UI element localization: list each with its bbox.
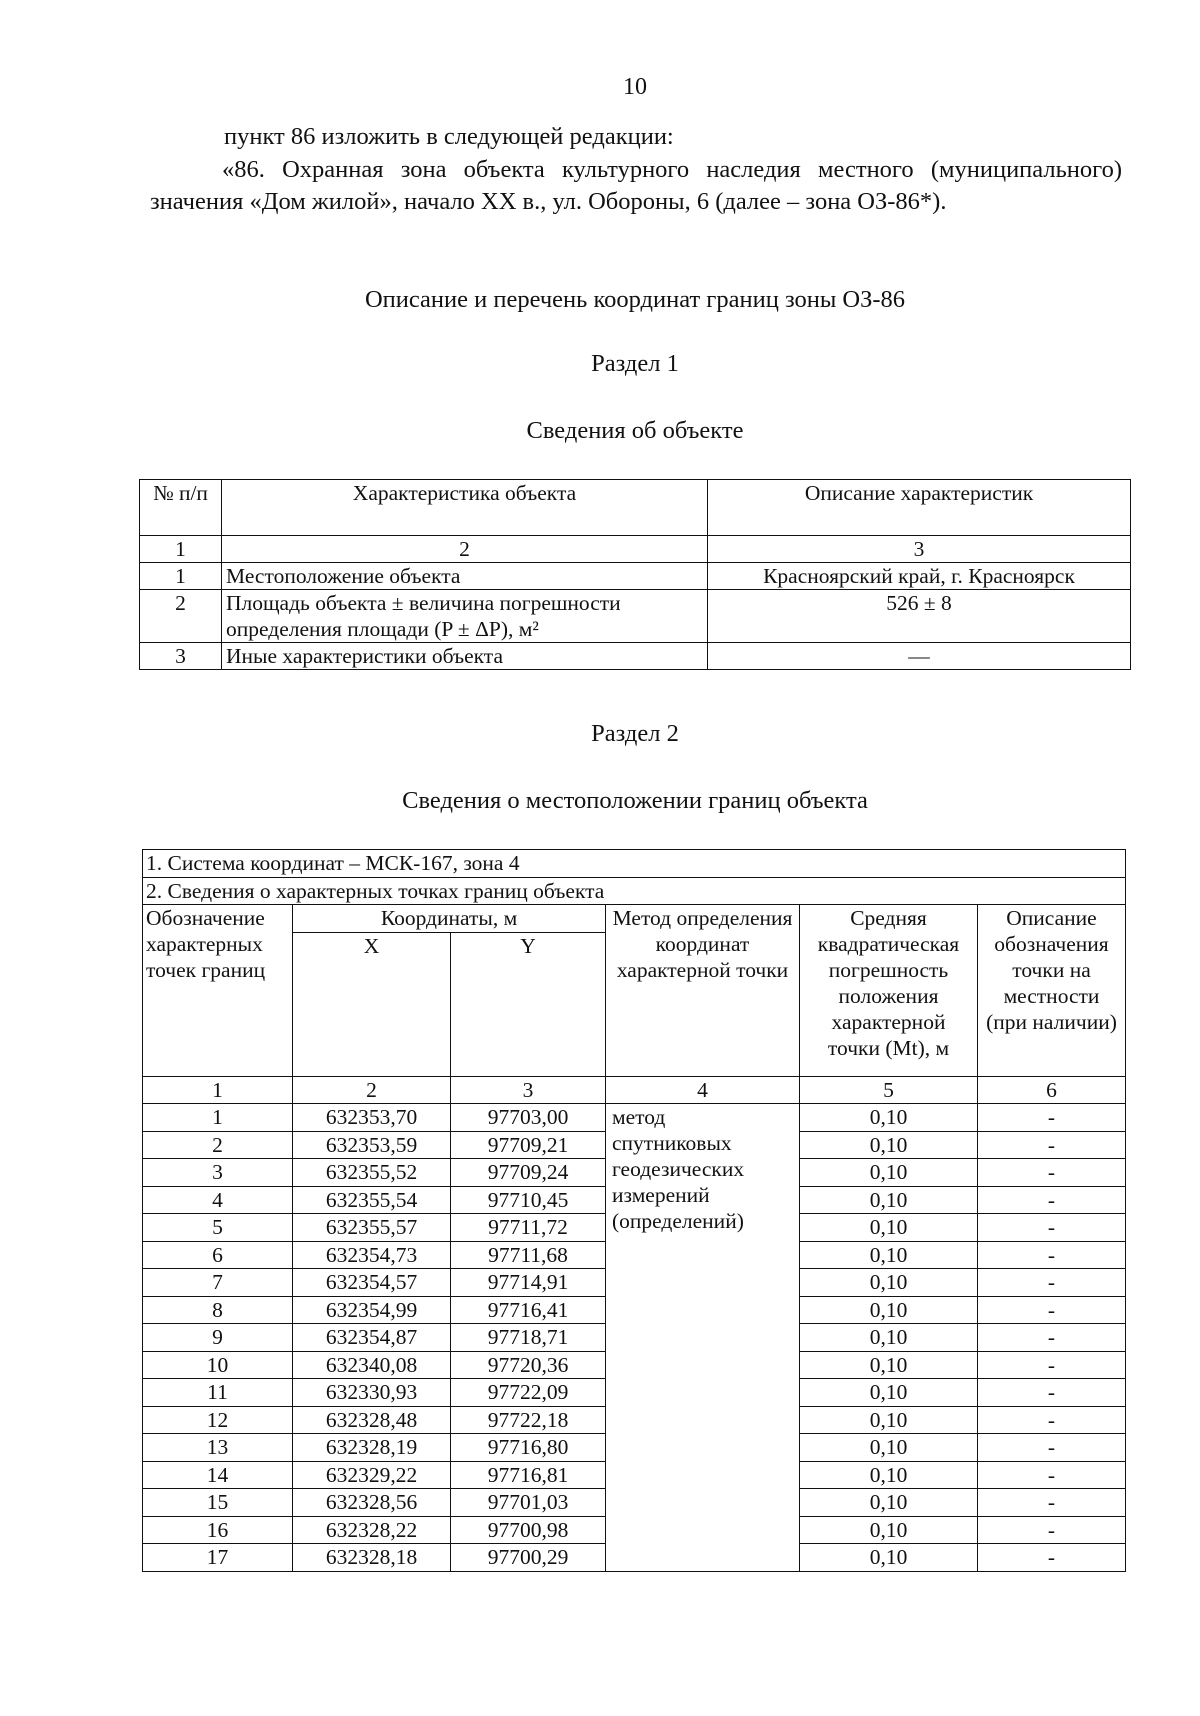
point-description: - (978, 1351, 1126, 1379)
column-number: 1 (143, 1076, 293, 1104)
point-number: 11 (143, 1379, 293, 1407)
header-y: Y (451, 932, 606, 1076)
point-y: 97714,91 (451, 1269, 606, 1297)
point-y: 97722,09 (451, 1379, 606, 1407)
point-description: - (978, 1296, 1126, 1324)
point-description: - (978, 1434, 1126, 1462)
point-number: 14 (143, 1461, 293, 1489)
point-description: - (978, 1461, 1126, 1489)
intro-paragraph: «86. Охранная зона объекта культурного наследия местного (муниципального) значения «Дом жилой», начало XX в., ул. Обороны, 6 (далее – зона ОЗ-86*). (150, 155, 1122, 215)
point-number: 8 (143, 1296, 293, 1324)
point-y: 97716,81 (451, 1461, 606, 1489)
point-error: 0,10 (800, 1131, 978, 1159)
point-number: 2 (143, 1131, 293, 1159)
point-number: 9 (143, 1324, 293, 1352)
column-number: 3 (708, 536, 1131, 563)
header-error: Средняя квадратическая погрешность положения характерной точки (Mt), м (800, 905, 978, 1077)
point-y: 97718,71 (451, 1324, 606, 1352)
point-y: 97701,03 (451, 1489, 606, 1517)
point-x: 632354,99 (293, 1296, 451, 1324)
point-description: - (978, 1379, 1126, 1407)
column-number: 3 (451, 1076, 606, 1104)
point-y: 97716,80 (451, 1434, 606, 1462)
point-number: 3 (143, 1159, 293, 1187)
header-x: X (293, 932, 451, 1076)
characteristic-name: Иные характеристики объекта (222, 643, 708, 670)
point-number: 4 (143, 1186, 293, 1214)
point-error: 0,10 (800, 1489, 978, 1517)
point-x: 632354,87 (293, 1324, 451, 1352)
section2-heading: Раздел 2 (591, 720, 679, 747)
point-error: 0,10 (800, 1159, 978, 1187)
point-error: 0,10 (800, 1544, 978, 1572)
point-error: 0,10 (800, 1186, 978, 1214)
point-description: - (978, 1131, 1126, 1159)
characteristic-name: Площадь объекта ± величина погрешности определения площади (P ± ΔP), м² (222, 590, 708, 643)
point-y: 97711,68 (451, 1241, 606, 1269)
point-error: 0,10 (800, 1324, 978, 1352)
header-cell: № п/п (140, 480, 222, 536)
point-y: 97700,98 (451, 1516, 606, 1544)
point-x: 632328,19 (293, 1434, 451, 1462)
point-y: 97709,24 (451, 1159, 606, 1187)
point-x: 632355,57 (293, 1214, 451, 1242)
point-description: - (978, 1186, 1126, 1214)
header-cell: Описание характеристик (708, 480, 1131, 536)
point-error: 0,10 (800, 1516, 978, 1544)
point-y: 97703,00 (451, 1104, 606, 1132)
table-row (140, 643, 1131, 670)
point-x: 632328,18 (293, 1544, 451, 1572)
point-number: 10 (143, 1351, 293, 1379)
point-y: 97710,45 (451, 1186, 606, 1214)
point-description: - (978, 1104, 1126, 1132)
point-error: 0,10 (800, 1406, 978, 1434)
characteristic-value: 526 ± 8 (708, 590, 1131, 643)
point-description: - (978, 1214, 1126, 1242)
characteristic-value: Красноярский край, г. Красноярск (708, 563, 1131, 590)
point-error: 0,10 (800, 1461, 978, 1489)
boundary-points-table (142, 849, 1126, 1572)
point-number: 12 (143, 1406, 293, 1434)
column-number: 1 (140, 536, 222, 563)
point-number: 13 (143, 1434, 293, 1462)
coordinate-system: 1. Система координат – МСК-167, зона 4 (143, 850, 1126, 878)
point-number: 6 (143, 1241, 293, 1269)
header-designation: Обозначение характерных точек границ (143, 905, 293, 1077)
point-x: 632330,93 (293, 1379, 451, 1407)
section2-subheading: Сведения о местоположении границ объекта (402, 787, 868, 814)
point-number: 1 (143, 1104, 293, 1132)
object-info-table (139, 479, 1131, 670)
point-x: 632340,08 (293, 1351, 451, 1379)
characteristic-value: — (708, 643, 1131, 670)
point-description: - (978, 1544, 1126, 1572)
point-y: 97709,21 (451, 1131, 606, 1159)
point-y: 97722,18 (451, 1406, 606, 1434)
point-x: 632328,48 (293, 1406, 451, 1434)
point-error: 0,10 (800, 1434, 978, 1462)
column-number: 6 (978, 1076, 1126, 1104)
table-header-row (140, 480, 1131, 536)
point-description: - (978, 1516, 1126, 1544)
point-x: 632328,22 (293, 1516, 451, 1544)
header-coords: Координаты, м (293, 905, 606, 933)
point-x: 632329,22 (293, 1461, 451, 1489)
point-y: 97720,36 (451, 1351, 606, 1379)
header-method: Метод определения координат характерной точки (606, 905, 800, 1077)
point-error: 0,10 (800, 1351, 978, 1379)
point-y: 97711,72 (451, 1214, 606, 1242)
point-description: - (978, 1324, 1126, 1352)
point-number: 17 (143, 1544, 293, 1572)
point-description: - (978, 1241, 1126, 1269)
point-error: 0,10 (800, 1214, 978, 1242)
table-row (140, 563, 1131, 590)
column-number: 2 (222, 536, 708, 563)
point-number: 7 (143, 1269, 293, 1297)
method-cell: метод спутниковых геодезических измерений (определений) (606, 1104, 800, 1572)
point-error: 0,10 (800, 1241, 978, 1269)
point-description: - (978, 1159, 1126, 1187)
column-number: 5 (800, 1076, 978, 1104)
column-number: 4 (606, 1076, 800, 1104)
table-row (140, 590, 1131, 643)
point-error: 0,10 (800, 1296, 978, 1324)
point-error: 0,10 (800, 1379, 978, 1407)
header-description: Описание обозначения точки на местности (при наличии) (978, 905, 1126, 1077)
point-number: 16 (143, 1516, 293, 1544)
point-x: 632328,56 (293, 1489, 451, 1517)
row-number: 1 (140, 563, 222, 590)
point-description: - (978, 1489, 1126, 1517)
points-title: 2. Сведения о характерных точках границ объекта (143, 877, 1126, 905)
column-number: 2 (293, 1076, 451, 1104)
column-number-row (140, 536, 1131, 563)
point-x: 632354,57 (293, 1269, 451, 1297)
point-error: 0,10 (800, 1269, 978, 1297)
intro-line: пункт 86 изложить в следующей редакции: (224, 123, 674, 150)
row-number: 2 (140, 590, 222, 643)
point-y: 97700,29 (451, 1544, 606, 1572)
section1-heading: Раздел 1 (591, 350, 679, 377)
point-x: 632355,54 (293, 1186, 451, 1214)
point-description: - (978, 1269, 1126, 1297)
intro-text (150, 121, 1122, 219)
point-error: 0,10 (800, 1104, 978, 1132)
page-number: 10 (623, 74, 647, 100)
row-number: 3 (140, 643, 222, 670)
section1-subheading: Сведения об объекте (526, 417, 744, 444)
point-x: 632355,52 (293, 1159, 451, 1187)
table-row (143, 1104, 1126, 1132)
point-number: 15 (143, 1489, 293, 1517)
point-x: 632353,70 (293, 1104, 451, 1132)
header-cell: Характеристика объекта (222, 480, 708, 536)
point-x: 632353,59 (293, 1131, 451, 1159)
document-title: Описание и перечень координат границ зоны ОЗ-86 (364, 286, 906, 313)
characteristic-name: Местоположение объекта (222, 563, 708, 590)
point-description: - (978, 1406, 1126, 1434)
point-x: 632354,73 (293, 1241, 451, 1269)
point-y: 97716,41 (451, 1296, 606, 1324)
point-number: 5 (143, 1214, 293, 1242)
